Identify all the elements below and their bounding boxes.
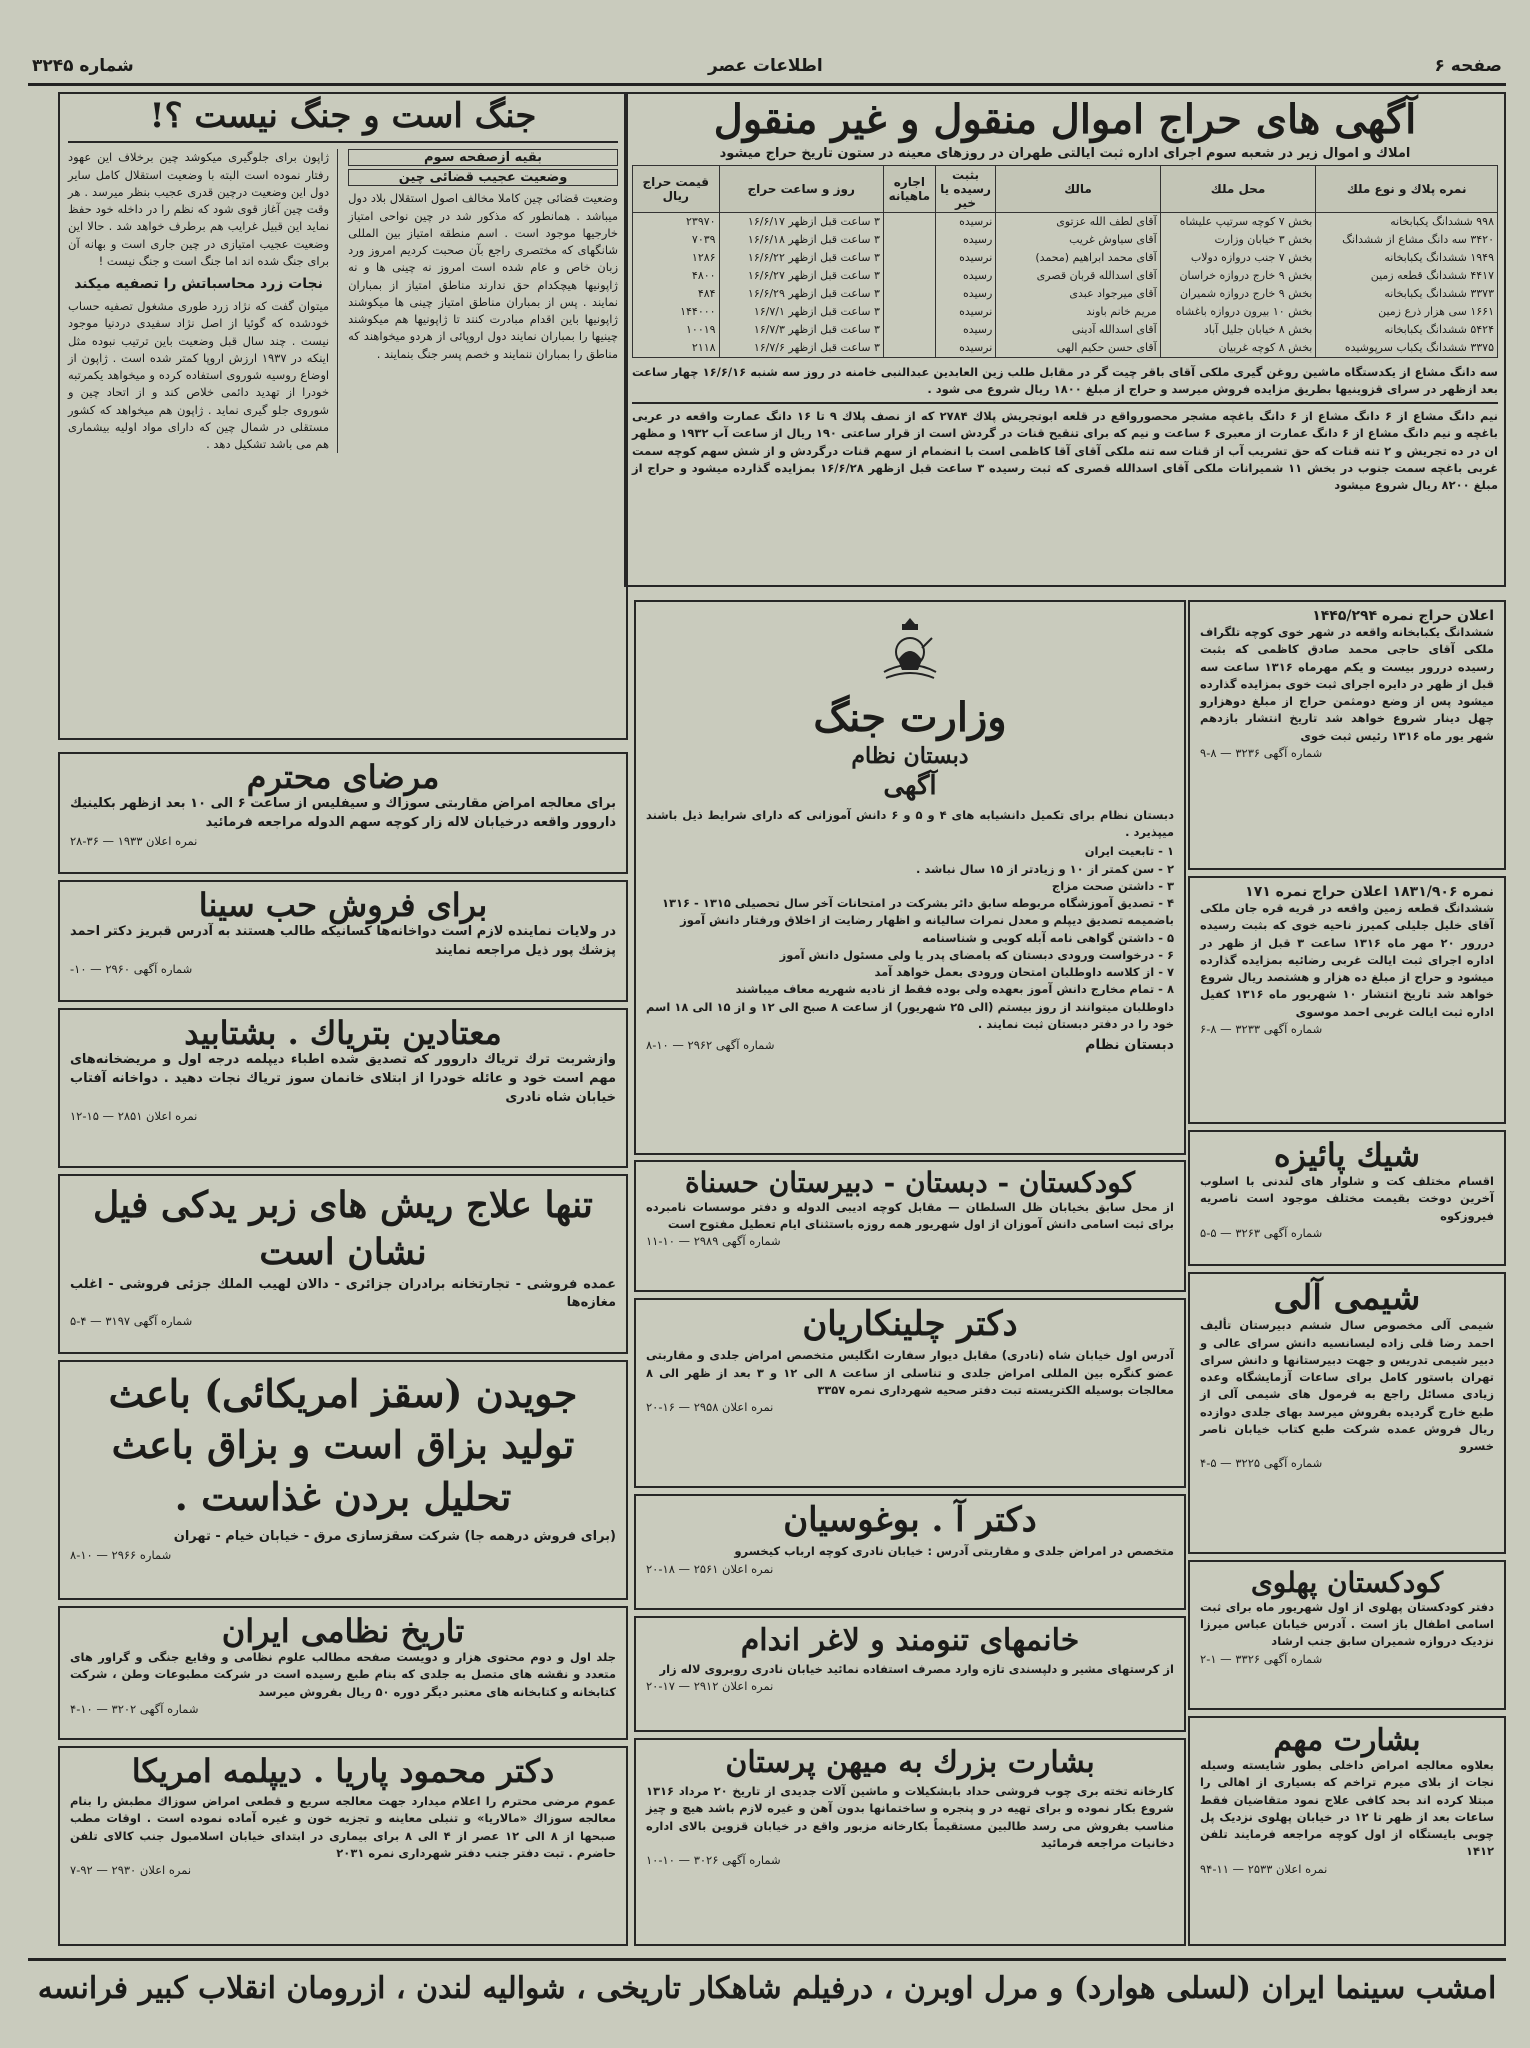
ad-body: از کرستهای مشیر و دلپسندی تازه وارد مصرف استفاده نمائید خیابان نادری روبروی لاله زار (659, 1662, 1174, 1676)
cell: ۷۰۳۹ (633, 231, 720, 249)
ad-foot: شماره آگهی ۳۲۰۲ — ۱۰-۴ (70, 1701, 199, 1716)
cinema-banner (28, 1958, 1506, 2018)
list-item: ۱ - تابعیت ایران (1084, 844, 1174, 859)
cell: ۳۴۲۰ سه دانگ مشاع از ششدانگ (1316, 231, 1498, 249)
cell: بخش ۷ جنب دروازه دولاب (1160, 249, 1316, 267)
ad-foot: نمره اعلان ۲۹۳۰ — ۹۲-۷ (70, 1863, 192, 1878)
page-number: صفحه ۶ (1434, 56, 1502, 76)
ad-hasanat-school (634, 1160, 1186, 1292)
ad-foot: شماره آگهی ۲۹۸۹ — ۱۰-۱۱ (646, 1234, 781, 1249)
cell (883, 213, 935, 231)
cell (883, 285, 935, 303)
ministry-conditions (646, 843, 1174, 1033)
ad-title: معتادین بتریاك . بشتابید (184, 1014, 502, 1052)
war-article-subhead-2: نجات زرد محاسباتش را تصفیه میکند (74, 276, 323, 293)
ad-title: دکتر آ . بوغوسیان (783, 1500, 1037, 1540)
cell: آقای حسن حکیم الهی (996, 339, 1160, 357)
table-row (633, 303, 1498, 321)
cell: رسیده (935, 231, 996, 249)
cell: ۳ ساعت قبل ازظهر ۱۶/۷/۱ (719, 303, 883, 321)
ad-title: اعلان حراج نمره ۱۴۴۵/۲۹۴ (1312, 608, 1494, 624)
cell: ۱۲۸۶ (633, 249, 720, 267)
cell (883, 303, 935, 321)
ad-foot: شماره آگهی ۲۹۶۰ — ۱۰- (70, 961, 193, 976)
issue-number: شماره ۳۲۴۵ (32, 56, 134, 76)
cell: ۲۱۱۸ (633, 339, 720, 357)
ad-foot: نمره اعلان ۲۵۳۳ — ۱۱-۹۴ (1200, 1861, 1328, 1876)
cell: نرسیده (935, 303, 996, 321)
ad-body: عمده فروشی - تجارتخانه برادران جزائری - دالان لهیب الملك جزئی فروشی - اغلب مغازه‌ها (70, 1276, 616, 1311)
cell: بخش ۱۰ بیرون دروازه باغشاه (1160, 303, 1316, 321)
cell: ۱۹۴۹ ششدانگ یکبابخانه (1316, 249, 1498, 267)
ad-chewing-gum (58, 1360, 628, 1600)
ad-foot: نمره اعلان ۲۹۱۲ — ۱۷-۲۰ (646, 1679, 774, 1694)
ad-body: کارخانه تخته بری چوب فروشی حداد بابشکیلات و ماشین آلات جدیدی از تاریخ ۲۰ مرداد ۱۳۱۶ شروع بکار نموده و برای تهیه در و پنجره و ساختمانها بدون آهن و غیره لازم باشد هیچ و چیز مناسب بفروش می رسد طالبین مستقیماً بکارخانه مزبور واقع در خیابان قزوین بالای اداره دخانیات مراجعه فرمائید (646, 1784, 1174, 1850)
cell (883, 249, 935, 267)
cell: ۹۹۸ ششدانگ یکبابخانه (1316, 213, 1498, 231)
cell: بخش ۸ خیابان جلیل آباد (1160, 321, 1316, 339)
table-row (633, 321, 1498, 339)
auction-table (632, 165, 1498, 358)
cell: رسیده (935, 321, 996, 339)
ad-auction-rezaieh (1188, 876, 1506, 1124)
cell: آقای سیاوش غریب (996, 231, 1160, 249)
cell: ۳ ساعت قبل ازظهر ۱۶/۶/۲۹ (719, 285, 883, 303)
ministry-subtitle: دبستان نظام (851, 743, 969, 769)
ad-title: تاریخ نظامی ایران (221, 1612, 465, 1650)
ad-razor (58, 1174, 628, 1354)
col-header: روز و ساعت حراج (719, 166, 883, 213)
cell: ۳۳۷۳ ششدانگ یکبابخانه (1316, 285, 1498, 303)
cell: ۳ ساعت قبل ازظهر ۱۶/۶/۲۲ (719, 249, 883, 267)
cell: ۳ ساعت قبل ازظهر ۱۶/۷/۳ (719, 321, 883, 339)
table-row (633, 231, 1498, 249)
ad-foot: شماره آگهی ۳۰۲۶ — ۱۰-۱۰ (646, 1853, 781, 1867)
ministry-title: وزارت جنگ (813, 694, 1007, 741)
cell (883, 231, 935, 249)
ad-foot: شماره ۲۹۶۶ — ۱۰-۸ (70, 1547, 172, 1562)
ad-title: خانمهای تنومند و لاغر اندام (740, 1623, 1080, 1658)
cinema-banner-text: امشب سینما ایران (لسلی هوارد) و مرل اوبرن ، درفیلم شاهکار تاریخی ، شوالیه لندن ، ازرومان انقلاب کبیر فرانسه (37, 1971, 1497, 2006)
table-row (633, 249, 1498, 267)
cell: نرسیده (935, 339, 996, 357)
list-item: ۷ - از کلاسه داوطلبان امتحان ورودی بعمل خواهد آمد (874, 965, 1174, 980)
ad-title: بشارت بزرك به میهن پرستان (725, 1745, 1095, 1780)
war-article-text: وضعیت قضائی چین کاملا مخالف اصول استقلال بلاد دول میباشد . همانطور که مذکور شد در چین نواحی امتیاز خارجیها موجود است . اسم منطقه امتیاز بین المللی شانگهای که مختصری راجع بآن صحبت کردیم امروز ورد زبان خاص و عام شده است امروز نه چینی ها و نه ژاپونیها هیچکدام حق ندارند مناطق امتیاز از بمباران نمایند . پس از بمباران مناطق امتیاز چینی ها میکوشند ژاپونیها باین اقدام مبادرت کنند تا ژاپونیها هم میکوشند چینیها را بمباران نمایند دول اروپائی از هردو میخواهند که مناطق را بمباران ننمایند و خصم پسر جنگ بنمایند . (348, 191, 618, 361)
cell: نرسیده (935, 249, 996, 267)
cell: مریم خانم باوند (996, 303, 1160, 321)
ad-sawmill (634, 1738, 1186, 1946)
list-item: داوطلبان میتوانند از روز بیستم (الی ۲۵ شهریور) از ساعت ۸ صبح الی ۱۲ و از ۱۵ الی ۱۸ اسم خود را در دفتر دبستان ثبت نمایند . (646, 999, 1174, 1031)
col-header: اجاره ماهیانه (883, 166, 935, 213)
list-item: باضمیمه تصدیق دیپلم و معدل نمرات سالیانه و اظهار رضایت از اخلاق ورفتار دانش آموز (680, 913, 1174, 928)
ministry-intro: دبستان نظام برای تکمیل دانشیابه های ۴ و ۵ و ۶ دانش آموزانی که دارای شرایط ذیل باشند میپذیرد . (646, 807, 1175, 840)
ad-dr-chelinkarian (634, 1298, 1186, 1488)
war-article-subhead: وضعیت عجیب قضائی چین (348, 169, 618, 186)
war-article-title: جنگ است و جنگ نیست ؟! (68, 98, 618, 143)
auction-subtitle: املاك و اموال زیر در شعبه سوم اجرای اداره ثبت ایالتی طهران در روزهای معینه در ستون تاریخ حراج میشود (719, 146, 1411, 161)
cell: آقای اسدالله آدینی (996, 321, 1160, 339)
ad-important-news (1188, 1716, 1506, 1946)
cell: بخش ۷ کوچه سرتیپ علیشاه (1160, 213, 1316, 231)
cell: بخش ۸ کوچه غربیان (1160, 339, 1316, 357)
ad-title: جویدن (سقز امریکائی) باعث تولید بزاق است و بزاق باعث تحلیل بردن غذاست . (108, 1371, 578, 1519)
cell: ۱۴۴۰۰۰ (633, 303, 720, 321)
col-header: محل ملك (1160, 166, 1316, 213)
ad-foot: شماره آگهی ۳۲۲۵ — ۵-۴ (1200, 1456, 1323, 1471)
ad-autumn-chic (1188, 1130, 1506, 1266)
ad-body: از محل سابق بخیابان ظل السلطان — مقابل کوچه ادیبی الدوله و دفتر موسسات نامبرده برای ثبت اسامی دانش آموزان از اول شهریور همه روزه باستثنای ایام تعطیل مفتوح است (646, 1199, 1174, 1232)
cell: ۲۳۹۷۰ (633, 213, 720, 231)
cell: آقای میرجواد عبدی (996, 285, 1160, 303)
list-item: ۸ - تمام مخارج دانش آموز بعهده ولی بوده فقط از نادیه شهریه معاف میباشند (735, 982, 1174, 997)
war-article-col-left (68, 149, 338, 453)
ad-title: شیك پائیزه (1273, 1136, 1421, 1174)
ad-body: متخصص در امراض جلدی و مقاربتی آدرس : خیابان نادری کوچه ارباب کیخسرو (734, 1544, 1174, 1559)
table-row (633, 213, 1498, 231)
ad-dr-boghosian (634, 1494, 1186, 1610)
ad-body: (برای فروش درهمه جا) شرکت سقزسازی مرق - خیابان خیام - تهران (173, 1528, 616, 1544)
cell: ۵۴۲۴ ششدانگ یکبابخانه (1316, 321, 1498, 339)
ad-foot: شماره آگهی ۳۲۶۳ — ۵-۵ (1200, 1225, 1323, 1240)
ad-foot: نمره اعلان ۲۸۵۱ — ۱۵-۱۲ (70, 1108, 198, 1123)
table-row (633, 285, 1498, 303)
ad-foot: نمره اعلان ۲۹۵۸ — ۱۶-۲۰ (646, 1400, 774, 1415)
ad-title: مرضای محترم (246, 758, 440, 796)
ad-foot: نمره اعلان ۱۹۳۳ — ۳۶-۲۸ (70, 833, 198, 848)
ad-foot: شماره آگهی ۳۳۲۶ — ۱-۲ (1200, 1651, 1323, 1666)
ad-foot: شماره آگهی ۳۲۳۳ — ۸-۶ (1200, 1021, 1323, 1036)
ad-title: برای فروش حب سینا (198, 886, 488, 924)
ad-auction-khoy (1188, 600, 1506, 870)
ad-title: کودکستان - دبستان - دبیرستان حسناة (685, 1166, 1135, 1199)
ad-body: ششدانگ قطعه زمین واقعه در قریه قره جان ملکی آقای خلیل جلیلی کمیرز ناحیه خوی که بثبت رسیده دررور ۲۰ مهر ماه ۱۳۱۶ ساعت ۳ قبل از ظهر در اداره اجرای ثبت ایالت غربی رضائیه بمزایده گذارده میشود و حراج از مبلغ ده هزار و هشتصد ریال شروع خواهد شد تاریخ انتشار ۱۰ شهریور ماه ۱۳۱۶ کفیل اداره ثبت ایالت غربی احمد موسوی (1200, 901, 1495, 1019)
cell: ۳ ساعت قبل ازظهر ۱۶/۶/۲۷ (719, 267, 883, 285)
cell (883, 267, 935, 285)
auction-note-1: سه دانگ مشاع از یکدستگاه ماشین روغن گیری ملکی آقای باقر چیت گر در مقابل طلب زین العابدین عبدالنبی خامنه در روز سه شنبه ۱۶/۶/۱۶ چهار ساعت بعد ازظهر در سرای قزوینیها بطریق مزایده فروش میرسد و حراج از مبلغ ۱۸۰۰ ریال شروع می شود . (632, 364, 1498, 405)
cell: ۳۳۷۵ ششدانگ یکباب سرپوشیده (1316, 339, 1498, 357)
ad-title: شیمی آلی (1273, 1278, 1421, 1318)
ad-body: شیمی آلی مخصوص سال ششم دبیرستان تألیف احمد رضا قلی زاده لیسانسیه دانش سرای عالی و دبیر شیمی تدریس و جهت دبیرستانها و دانش سرای تهران باستور کامل برای ساعات آزمایشگاه وعده زیادی مسائل راجع به فرمول های شیمی آلی از طبع خارج گردیده بفروش میرسد بهای جلدی دوازده ریال فروش عمده شرکت طبع کتاب خیابان ناصر خسرو (1200, 1318, 1494, 1454)
col-header: مالك (996, 166, 1160, 213)
cell (883, 339, 935, 357)
col-header: بثبت رسیده یا خیر (935, 166, 996, 213)
ad-military-history (58, 1606, 628, 1740)
war-article-col-right (348, 149, 618, 453)
cell: ۴۸۰۰ (633, 267, 720, 285)
ministry-notice-label: آگهی (883, 771, 937, 802)
cell (883, 321, 935, 339)
cell: رسیده (935, 285, 996, 303)
ad-body: جلد اول و دوم محتوی هزار و دویست صفحه مطالب علوم نظامی و وقایع جنگی و گراور های متعدد و نقشه های متصل به جلدی که بنام طبع رسیده است در شرکت مطبوعات وطن ، شرکت کتابخانه و کتابخانه های معتبر دیگر دوره ۵۰ ریال بفروش میرسد (70, 1650, 616, 1699)
ad-organic-chemistry (1188, 1272, 1506, 1554)
ad-title: کودکستان پهلوی (1250, 1566, 1444, 1599)
cell: رسیده (935, 267, 996, 285)
ad-body: ششدانگ یکبابخانه واقعه در شهر خوی کوچه تلگراف ملکی آقای حاجی محمد صادق کاظمی که بثبت رسیده دررور بیست و یکم مهرماه ۱۳۱۶ ساعت سه قبل از ظهر در دایره اجرای ثبت خوی بمزایده گذارده میشود پس از وضع دومثمن حراج از مبلغ دوهزارو چهل دینار شروع خواهد شد تاریخ انتشار بازدهم شهر یور ماه ۱۳۱۶ رئیس ثبت خوی (1200, 625, 1494, 743)
ad-title: بشارت مهم (1273, 1723, 1421, 1758)
lion-and-sun-emblem-icon (870, 612, 950, 692)
ministry-notice (634, 600, 1186, 1155)
table-row (633, 339, 1498, 357)
ad-dr-paria (58, 1746, 628, 1946)
auction-section (624, 92, 1506, 587)
list-item: ۲ - سن کمتر از ۱۰ و زیادتر از ۱۵ سال نباشد . (915, 861, 1174, 876)
cell: ۳ ساعت قبل ازظهر ۱۶/۶/۱۷ (719, 213, 883, 231)
list-item: ۶ - درخواست ورودی دبستان که بامضای پدر یا ولی مسئول دانش آموز (779, 947, 1174, 962)
ad-body: در ولایات نماینده لازم است دواخانه‌ها کسانیکه طالب هستند به آدرس قبریز دکتر احمد پزشك پور ذیل مراجعه نمایند (70, 924, 616, 959)
masthead (28, 56, 1506, 86)
ad-body: بعلاوه معالجه امراض داخلی بطور شایسته وسیله نجات از بلای میرم تراخم که بسیاری از اهالی را مبتلا کرده اند بحد کافی علاج نمود متقاضیان فقط ساعات بعد از ظهر تا ۱۲ در خیابان پهلوی نزدیک پل چوبی بایستگاه از اول کوچه مراجعه فرمایند تلفن ۱۴۱۲ (1200, 1758, 1495, 1859)
ad-title: دکتر محمود پاریا . دیپلمه امریکا (131, 1752, 555, 1790)
war-article-text: ژاپون برای جلوگیری میکوشد چین برخلاف این عهود رفتار نموده است البته با وضعیت استقلال کامل سایر دول این وضعیت درچین قدری عجیب بنظر میرسد . هر وقت چین آغاز قوی شود که نظم را در داخله خود حفظ نماید این قبیل غرایب هم برطرف خواهد شد . حالا این وضعیت عجیب امتیازی در چین جاری است و بهانه آن برای جنگ شده اند اما جنگ است و جنگ نیست ! (68, 150, 330, 268)
ad-title: دکتر چلینکاریان (802, 1304, 1018, 1344)
cell: نرسیده (935, 213, 996, 231)
ad-body: وازشربت ترك تریاك داروور که تصدیق شده اطباء دیپلمه درجه اول و مریضخانه‌های مهم است خود و عائله خودرا از ابتلای خانمان سوز تریاك نجات دهید . دواخانه آفتاب خیابان شاه نادری (70, 1052, 616, 1105)
cell: ۱۰۰۱۹ (633, 321, 720, 339)
cell: ۴۸۴ (633, 285, 720, 303)
ad-foot: شماره آگهی ۳۱۹۷ — ۴-۵ (70, 1314, 193, 1329)
ad-foot: نمره اعلان ۲۵۶۱ — ۱۸-۲۰ (646, 1561, 774, 1576)
ministry-signature: دبستان نظام (1085, 1037, 1174, 1054)
table-row (633, 267, 1498, 285)
list-item: ۴ - تصدیق آموزشگاه مربوطه سابق دائر بشرکت در امتحانات آخر سال تحصیلی ۱۳۱۵ - ۱۳۱۶ (661, 896, 1174, 911)
ad-body: دفتر کودکستان پهلوی از اول شهریور ماه برای ثبت اسامی اطفال باز است . آدرس خیابان عباس میرزا نزدیک دروازه شمیران سابق جنب ارشاد (1200, 1599, 1494, 1649)
cell: ۳ ساعت قبل ازظهر ۱۶/۷/۶ (719, 339, 883, 357)
ad-opium (58, 1008, 628, 1168)
ad-patients (58, 752, 628, 874)
war-article (58, 92, 628, 740)
col-header: نمره پلاك و نوع ملك (1316, 166, 1498, 213)
ad-body: آدرس اول خیابان شاه (نادری) مقابل دیوار سفارت انگلیس متخصص امراض جلدی و مقاربتی عضو کنگره بین المللی امراض جلدی و تناسلی از ساعت ۸ الی ۱۲ و ۳ بعد از ظهر الی ۸ معالجات بوسیله الکتریسته تبت دفتر صحیه شهرداری نمره ۳۳۵۷ (646, 1348, 1174, 1397)
ad-body: برای معالجه امراض مقاربتی سوزاك و سیفلیس از ساعت ۶ الی ۱۰ بعد ازظهر بکلینیك داروور واقعه درخیابان لاله زار کوچه سهم الدوله مراجعه فرمائید (70, 796, 616, 831)
cell: بخش ۹ خارج دروازه خراسان (1160, 267, 1316, 285)
ad-title: تنها علاج ریش های زبر یدکی فیل نشان است (93, 1184, 593, 1273)
cell: ۳ ساعت قبل ازظهر ۱۶/۶/۱۸ (719, 231, 883, 249)
ad-title: نمره ۱۸۳۱/۹۰۶ اعلان حراج نمره ۱۷۱ (1245, 884, 1494, 900)
ad-sina-pills (58, 880, 628, 1002)
ad-body: عموم مرضی محترم را اعلام میدارد جهت معالجه سریع و قطعی امراض سوزاك مطبش را بنام معالجه سوزاك «مالاریا» و تنبلی معاینه و تجزیه خون و غیره آماده نموده است . اوقات مطب صبحها از ۸ الی ۱۲ عصر از ۴ الی ۸ برای بیماری در ابتدای خیابان اسلامبول جنب کالای تلفن حاضرم . تبت دفتر جنب دفتر شهرداری نمره ۲۰۳۱ (70, 1794, 617, 1860)
paper-name: اطلاعات عصر (708, 56, 823, 76)
cell: آقای لطف الله عزتوی (996, 213, 1160, 231)
ad-corsets (634, 1616, 1186, 1732)
ad-foot: شماره آگهی ۳۲۳۶ — ۸-۹ (1200, 745, 1323, 760)
war-article-text: میتوان گفت که نژاد زرد طوری مشغول تصفیه حساب خودشده که گوئیا از اصل نژاد سفیدی دردنیا موجود نیست . چند سال قبل وضعیت باین ترتیب نبوده مثل اینکه در ۱۹۳۷ ارزش اروپا کمتر شده است . ژاپون از اوضاع روسیه شوروی استفاده کرده و میخواهد یکمرتبه خودرا از تهدید دائمی خلاص کند و از اتحاد چین و شوروی جلو گیری نماید . ژاپون هم میخواهد که کشور مستقلی در شمال چین که دارای مواد اولیه بیشماری هم می باشد تشکیل دهد . (68, 299, 330, 452)
ad-body: اقسام مختلف کت و شلوار های لندنی با اسلوب آخرین دوخت بقیمت مختلف موجود است ناصریه فیروزکوه (1200, 1174, 1494, 1223)
ministry-foot: شماره آگهی ۲۹۶۲ — ۱۰-۸ (646, 1038, 775, 1053)
auction-note-2: نیم دانگ مشاع از ۶ دانگ مشاع از ۶ دانگ باغچه مشجر محصورواقع در قلعه ابوتجریش پلاك ۲۷۸۴ که از نصف پلاك ۹ تا ۱۶ دانگ عمارت واقعه در عربی باغچه و نیم دانگ مشاع از ۶ دانگ عمارت از معبری ۶ ساعت و نیم که برای تنقیح قنات در گردش است از قرار ساعتی ۱۹۰ ریال از ساعت آب ۱۹۳۲ و مظهر ان در ده تجریش و ۲ تنه قنات که حق تشریب آب از قنات سه تنه ملکی آقای آقا کاظمی است با انضمام از سهم قنات درگردش و از شش سهم کوچه سمت غربی باغچه سمت جنوب در بخش ۱۱ شمیرانات ملکی آقای اسدالله قصری که ثبت رسیده ۳ ساعت قبل ازظهر ۱۶/۶/۲۸ بمزایده گذارده میشود و حراج از مبلغ ۸۲۰۰ ریال شروع میشود (632, 409, 1498, 492)
cell: بخش ۹ خارج دروازه شمیران (1160, 285, 1316, 303)
col-header: قیمت حراج ریال (633, 166, 720, 213)
list-item: ۵ - داشتن گواهی نامه آبله کوبی و شناسنامه (922, 930, 1174, 945)
continued-label: بقیه ازصفحه سوم (348, 149, 618, 166)
cell: آقای محمد ابراهیم (محمد) (996, 249, 1160, 267)
cell: بخش ۳ خیابان وزارت (1160, 231, 1316, 249)
ad-pahlavi-kindergarten (1188, 1560, 1506, 1710)
cell: ۱۶۶۱ سی هزار ذرع زمین (1316, 303, 1498, 321)
cell: ۴۴۱۷ ششدانگ قطعه زمین (1316, 267, 1498, 285)
cell: آقای اسدالله قربان قصری (996, 267, 1160, 285)
auction-title: آگهی های حراج اموال منقول و غیر منقول (713, 96, 1417, 143)
list-item: ۳ - داشتن صحت مزاج (1051, 878, 1174, 893)
